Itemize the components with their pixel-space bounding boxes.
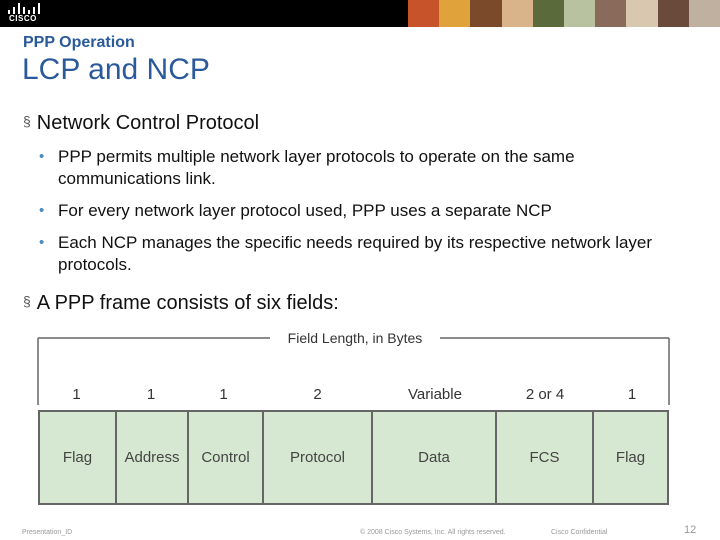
bullet-dot-icon: •: [39, 148, 45, 165]
bullet-text: A PPP frame consists of six fields:: [36, 292, 339, 314]
bullet-text: Each NCP manages the specific needs required by its respective network layer protocols.: [58, 233, 653, 274]
bullet-level2: [39, 232, 659, 276]
frame-field-address: Address: [117, 412, 189, 503]
square-bullet-icon: §: [23, 293, 31, 309]
footer-copyright: © 2008 Cisco Systems, Inc. All rights reserved.: [360, 529, 506, 536]
field-length: 2 or 4: [525, 386, 565, 403]
frame-field-protocol: Protocol: [264, 412, 373, 503]
footer-presentation-id: Presentation_ID: [22, 529, 73, 536]
bullet-level2: [39, 200, 679, 222]
bullet-dot-icon: •: [39, 234, 45, 251]
cisco-logo: [8, 3, 44, 25]
section-label: PPP Operation: [23, 34, 135, 51]
ppp-frame: [38, 410, 669, 505]
field-length: 1: [219, 386, 228, 403]
header-bar: [0, 0, 720, 27]
frame-field-flag: Flag: [40, 412, 117, 503]
frame-field-data: Data: [373, 412, 497, 503]
field-length: 1: [627, 386, 637, 403]
square-bullet-icon: §: [23, 113, 31, 129]
bullet-text: For every network layer protocol used, PPP uses a separate NCP: [58, 201, 552, 220]
bullet-dot-icon: •: [39, 202, 45, 219]
field-length: Variable: [408, 386, 462, 403]
page-number: 12: [684, 524, 697, 536]
bullet-text: PPP permits multiple network layer protocols to operate on the same communications link.: [58, 147, 575, 188]
frame-field-flag: Flag: [615, 449, 646, 466]
footer-confidential: Cisco Confidential: [551, 529, 608, 536]
frame-field-fcs: FCS: [497, 412, 594, 503]
field-length: 1: [146, 386, 156, 403]
slide-title: LCP and NCP: [22, 53, 210, 86]
bullet-level1: [23, 292, 339, 315]
bullet-text: Network Control Protocol: [36, 112, 260, 134]
bullet-level2: [39, 146, 679, 190]
field-length-heading: Field Length, in Bytes: [270, 330, 440, 346]
cisco-bridge-icon: [8, 3, 44, 14]
field-length: 1: [72, 386, 81, 403]
header-photo-strip: [408, 0, 720, 27]
bullet-level1: [23, 112, 259, 135]
frame-field-control: Control: [189, 412, 264, 503]
cisco-logo-text: CISCO: [9, 14, 37, 23]
field-length: 2: [313, 386, 322, 403]
